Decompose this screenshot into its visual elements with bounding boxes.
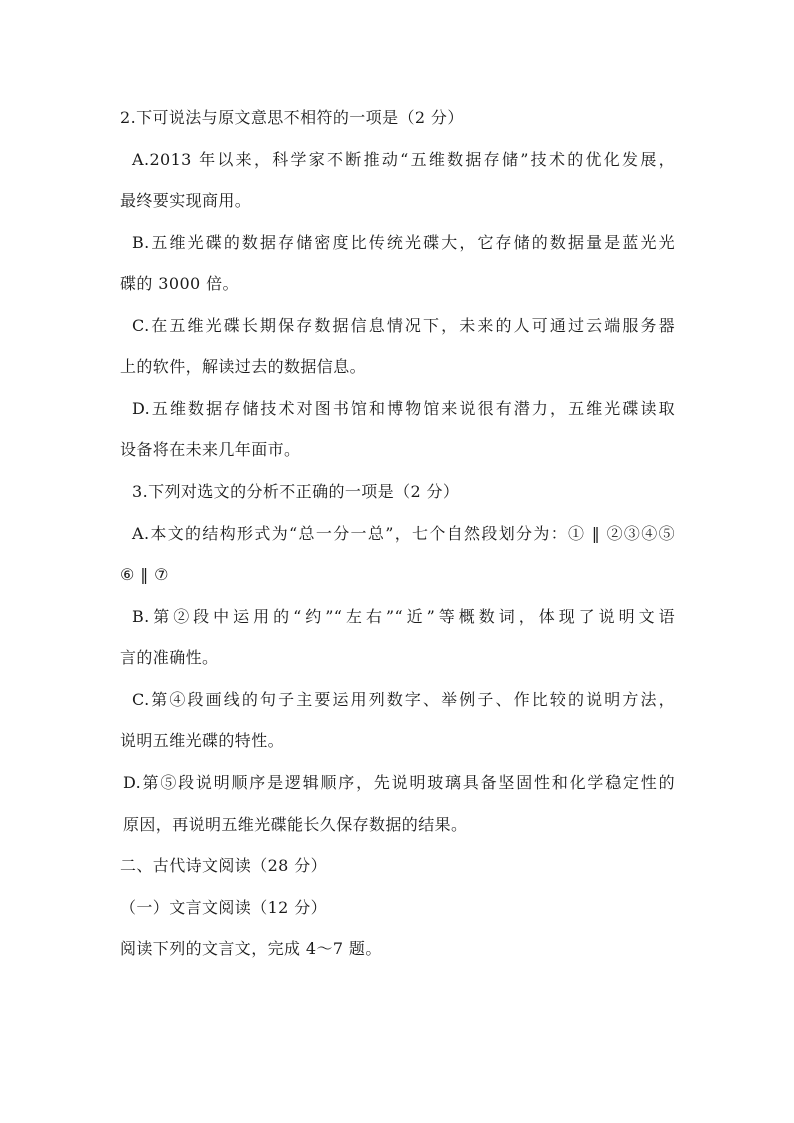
q2-option-d-line1: D.五维数据存储技术对图书馆和博物馆来说很有潜力，五维光碟读取 (132, 399, 675, 418)
q3-option-b-line1: B.第②段中运用的“约”“左右”“近”等概数词，体现了说明文语 (132, 607, 675, 626)
q2-option-c-line2: 上的软件，解读过去的数据信息。 (120, 357, 367, 376)
q3-option-a-line2: ⑥ ‖ ⑦ (120, 565, 169, 584)
q3-option-c-line1: C.第④段画线的句子主要运用列数字、举例子、作比较的说明方法， (132, 690, 675, 709)
q3-stem: 3.下列对选文的分析不正确的一项是（2 分） (132, 482, 460, 501)
q3-option-a-line1: A.本文的结构形式为“总一分一总”，七个自然段划分为：① ‖ ②③④⑤ (132, 524, 675, 543)
reading-instruction: 阅读下列的文言文，完成 4～7 题。 (120, 939, 382, 958)
q3-option-c-line2: 说明五维光碟的特性。 (120, 731, 285, 750)
q3-option-b-line2: 言的准确性。 (120, 648, 219, 667)
q2-option-a-line1: A.2013 年以来，科学家不断推动“五维数据存储”技术的优化发展， (132, 150, 675, 169)
section-subheading: （一）文言文阅读（12 分） (120, 898, 328, 917)
q2-option-d-line2: 设备将在未来几年面市。 (120, 440, 301, 459)
q3-option-d-line2: 原因，再说明五维光碟能长久保存数据的结果。 (123, 815, 468, 834)
q2-option-b-line1: B.五维光碟的数据存储密度比传统光碟大，它存储的数据量是蓝光光 (132, 233, 675, 252)
q2-option-a-line2: 最终要实现商用。 (120, 191, 252, 210)
q2-option-c-line1: C.在五维光碟长期保存数据信息情况下，未来的人可通过云端服务器 (132, 316, 675, 335)
q2-stem: 2.下可说法与原文意思不相符的一项是（2 分） (120, 108, 464, 127)
q2-option-b-line2: 碟的 3000 倍。 (120, 274, 239, 293)
q3-option-d-line1: D.第⑤段说明顺序是逻辑顺序，先说明玻璃具备坚固性和化学稳定性的 (123, 773, 675, 792)
section-heading: 二、古代诗文阅读（28 分） (120, 856, 328, 875)
